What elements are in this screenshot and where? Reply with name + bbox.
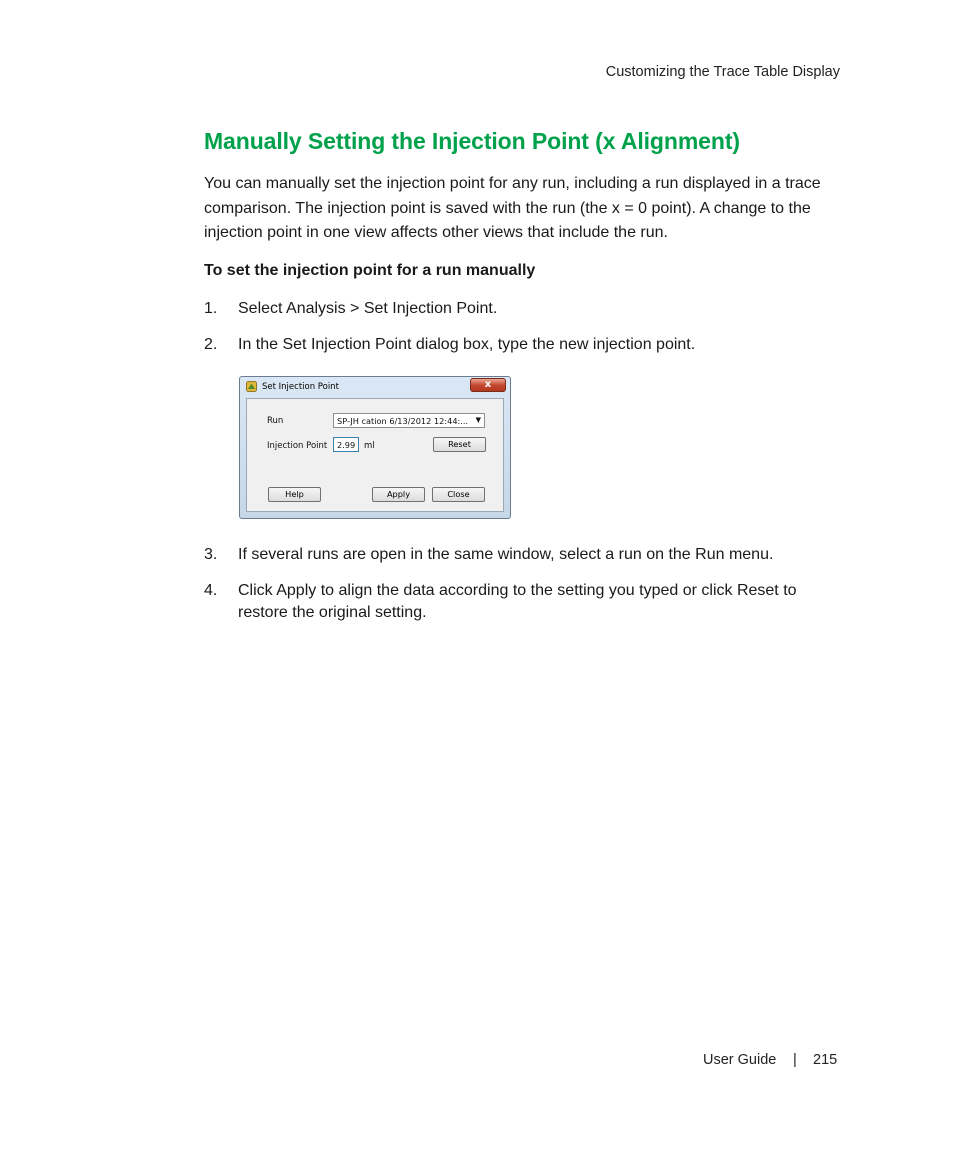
dialog-client xyxy=(246,398,504,512)
chevron-down-icon: ▼ xyxy=(475,416,481,424)
help-button[interactable]: Help xyxy=(268,487,321,502)
reset-button[interactable]: Reset xyxy=(433,437,486,452)
section-heading: Manually Setting the Injection Point (x Alignment) xyxy=(204,128,740,154)
apply-button[interactable]: Apply xyxy=(372,487,425,502)
run-value: SP-JH cation 6/13/2012 12:44:... xyxy=(337,416,469,426)
set-injection-point-dialog xyxy=(239,376,511,519)
footer-label: User Guide xyxy=(703,1052,777,1068)
running-header: Customizing the Trace Table Display xyxy=(605,64,840,80)
step-number: 2. xyxy=(204,336,218,353)
procedure-title: To set the injection point for a run manually xyxy=(204,262,536,279)
app-icon xyxy=(246,381,257,392)
step-text: If several runs are open in the same window, select a run on the Run menu. xyxy=(238,546,774,563)
injection-point-input[interactable]: 2.99 xyxy=(333,437,359,452)
step-text: Click Apply to align the data according to the setting you typed or click Reset to restore the original setting. xyxy=(238,582,797,621)
close-button[interactable]: Close xyxy=(432,487,485,502)
unit-label: ml xyxy=(364,441,375,451)
footer-separator: | xyxy=(793,1052,797,1068)
run-label: Run xyxy=(267,416,284,426)
intro-paragraph: You can manually set the injection point for any run, including a run displayed in a trace comparison. The injection point is saved with the run (the x = 0 point). A change to the injection point in one view affects other views that include the run. xyxy=(204,175,821,241)
page-number: 215 xyxy=(813,1052,838,1068)
step-text: Select Analysis > Set Injection Point. xyxy=(238,300,498,317)
step-number: 3. xyxy=(204,546,218,563)
step-number: 4. xyxy=(204,582,218,599)
close-icon[interactable]: x xyxy=(470,378,506,392)
dialog-titlebar xyxy=(240,377,510,397)
step-number: 1. xyxy=(204,300,218,317)
step-text: In the Set Injection Point dialog box, type the new injection point. xyxy=(238,336,696,353)
dialog-title: Set Injection Point xyxy=(262,382,339,392)
injection-point-label: Injection Point xyxy=(267,441,328,451)
run-dropdown[interactable] xyxy=(333,413,485,428)
